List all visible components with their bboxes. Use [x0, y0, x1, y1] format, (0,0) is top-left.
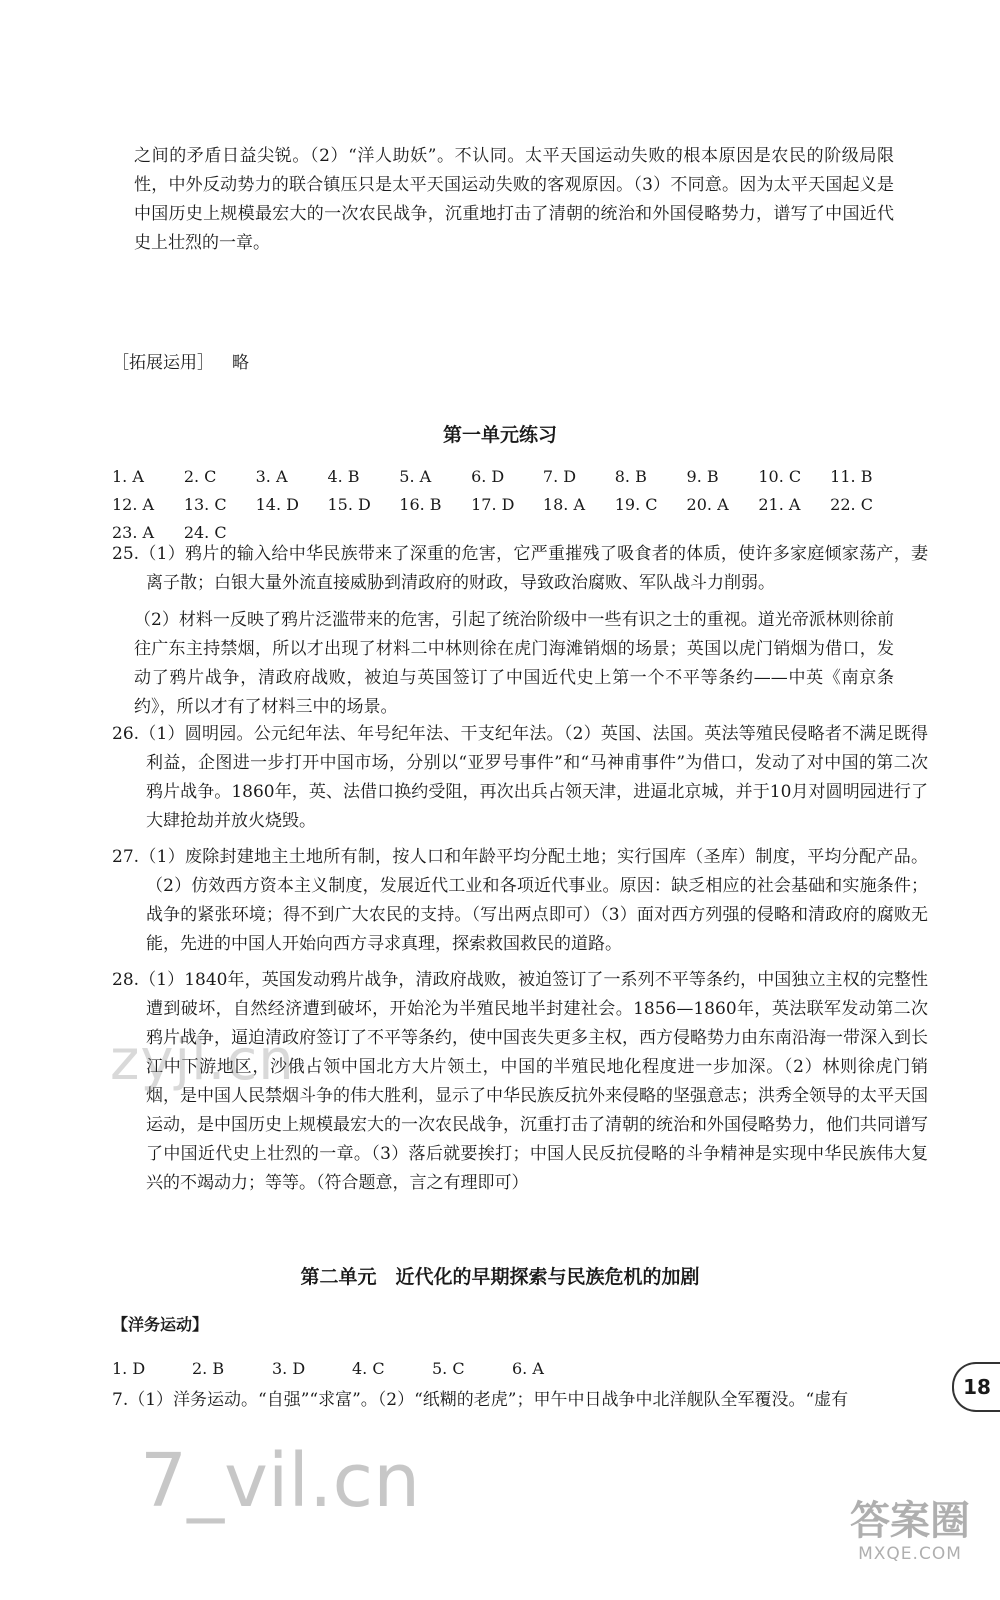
- answer-item: 2. C: [183, 467, 217, 486]
- answer-item: 15. D: [327, 495, 371, 514]
- answer-item: 4. B: [327, 467, 360, 486]
- watermark-bottom: 7_vil.cn: [140, 1438, 421, 1524]
- answer-item: 5. A: [399, 467, 432, 486]
- unit2-choice-answers: [112, 1358, 902, 1380]
- answer-item: 1. A: [112, 467, 144, 486]
- answer-item: 11. B: [830, 467, 873, 486]
- watermark-logo-text: 答案圈: [850, 1498, 970, 1544]
- answer-item: 22. C: [830, 495, 873, 514]
- answer-item: 18. A: [542, 495, 585, 514]
- answer-item: 13. C: [183, 495, 227, 514]
- answer-item: 12. A: [112, 495, 155, 514]
- q25-answer-part1: 25.（1）鸦片的输入给中华民族带来了深重的危害，它严重摧残了吸食者的体质，使许多家庭倾家荡产，妻离子散；白银大量外流直接威胁到清政府的财政，导致政治腐败、军队战斗力削弱。: [112, 544, 928, 593]
- watermark-logo: [830, 1498, 990, 1564]
- answer-item: 6. A: [512, 1359, 544, 1378]
- q28-answer: 28.（1）1840年，英国发动鸦片战争，清政府战败，被迫签订了一系列不平等条约，中国独立主权的完整性遭到破坏，自然经济遭到破坏，开始沦为半殖民地半封建社会。1856—1860年，英法联军发动第二次鸦片战争，逼迫清政府签订了不平等条约，使中国丧失更多主权，西方侵略势力由东南沿海一带深入到长江中下游地区，沙俄占领中国北方大片领土，中国的半殖民地化程度进一步加深。（2）林则徐虎门销烟，是中国人民禁烟斗争的伟大胜利，显示了中华民族反抗外来侵略的坚强意志；洪秀全领导的太平天国运动，是中国历史上规模最宏大的一次农民战争，沉重打击了清朝的统治和外国侵略势力，他们共同谱写了中国近代史上壮烈的一章。（3）落后就要挨打；中国人民反抗侵略的斗争精神是实现中华民族伟大复兴的不竭动力；等等。（符合题意，言之有理即可）: [112, 970, 928, 1193]
- answer-item: 17. D: [471, 495, 515, 514]
- answer-item: 3. A: [255, 467, 288, 486]
- answer-item: 2. B: [192, 1359, 225, 1378]
- q7-answer: 7.（1）洋务运动。“自强”“求富”。（2）“纸糊的老虎”；甲午中日战争中北洋舰队全军覆没。“虚有: [112, 1390, 849, 1410]
- answer-item: 1. D: [112, 1359, 146, 1378]
- answer-item: 4. C: [352, 1359, 385, 1378]
- answer-item: 5. C: [432, 1359, 465, 1378]
- extension-answer: [112, 348, 249, 373]
- answer-item: 16. B: [399, 495, 442, 514]
- answer-item: 8. B: [614, 467, 647, 486]
- unit1-title: 第一单元练习: [442, 424, 557, 446]
- answer-item: 10. C: [758, 467, 802, 486]
- answer-item: 6. D: [471, 467, 505, 486]
- answer-item: 3. D: [272, 1359, 306, 1378]
- q26-answer: 26.（1）圆明园。公元纪年法、年号纪年法、干支纪年法。（2）英国、法国。英法等殖民侵略者不满足既得利益，企图进一步打开中国市场，分别以“亚罗号事件”和“马神甫事件”为借口，发动了对中国的第二次鸦片战争。1860年，英、法借口换约受阻，再次出兵占领天津，进逼北京城，并于10月对圆明园进行了大肆抢劫并放火烧毁。: [112, 724, 928, 831]
- answer-item: 24. C: [183, 523, 227, 542]
- answer-item: 7. D: [542, 467, 577, 486]
- answer-item: 20. A: [686, 495, 729, 514]
- section-label-westernization: 【洋务运动】: [112, 1315, 209, 1334]
- answer-item: 19. C: [614, 495, 658, 514]
- answer-item: 23. A: [112, 523, 155, 542]
- q25-answer-part2: （2）材料一反映了鸦片泛滥带来的危害，引起了统治阶级中一些有识之士的重视。道光帝派林则徐前往广东主持禁烟，所以才出现了材料二中林则徐在虎门海滩销烟的场景；英国以虎门销烟为借口，发动了鸦片战争，清政府战败，被迫与英国签订了中国近代史上第一个不平等条约——中英《南京条约》，所以才有了材料三中的场景。: [134, 610, 894, 717]
- unit1-choice-answers: [112, 466, 902, 544]
- watermark-middle: zyjl.cn: [110, 1028, 295, 1093]
- q27-answer: 27.（1）废除封建地主土地所有制，按人口和年龄平均分配土地；实行国库（圣库）制度，平均分配产品。（2）仿效西方资本主义制度，发展近代工业和各项近代事业。原因：缺乏相应的社会基础和实施条件；战争的紧张环境；得不到广大农民的支持。（写出两点即可）（3）面对西方列强的侵略和清政府的腐败无能，先进的中国人开始向西方寻求真理，探索救国救民的道路。: [112, 847, 928, 954]
- extension-value: 略: [232, 353, 249, 373]
- answer-item: 14. D: [255, 495, 299, 514]
- extension-label: ［拓展运用］: [112, 353, 214, 373]
- answer-item: 9. B: [686, 467, 719, 486]
- page-number: 18: [952, 1362, 1000, 1412]
- watermark-logo-url: MXQE.COM: [858, 1544, 962, 1564]
- previous-answer-continuation: 之间的矛盾日益尖锐。（2）“洋人助妖”。不认同。太平天国运动失败的根本原因是农民的阶级局限性，中外反动势力的联合镇压只是太平天国运动失败的客观原因。（3）不同意。因为太平天国起义是中国历史上规模最宏大的一次农民战争，沉重地打击了清朝的统治和外国侵略势力，谱写了中国近代史上壮烈的一章。: [134, 146, 894, 253]
- answer-item: 21. A: [758, 495, 801, 514]
- unit2-title: 第二单元 近代化的早期探索与民族危机的加剧: [300, 1266, 700, 1288]
